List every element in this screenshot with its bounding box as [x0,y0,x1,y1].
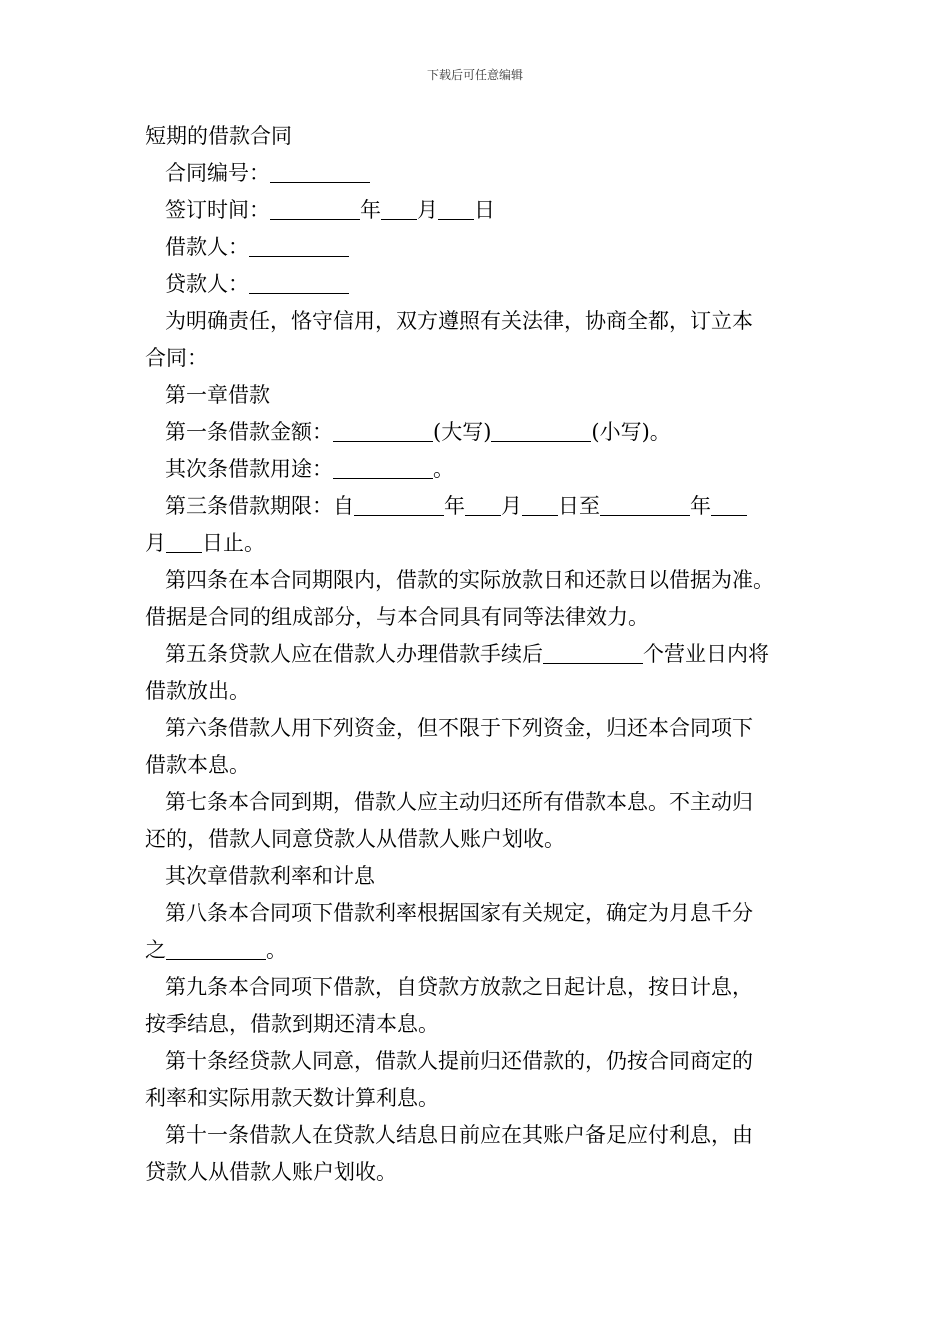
article-2-label: 其次条借款用途： [165,457,333,481]
article-3-label: 第三条借款期限：自 [165,494,354,518]
contract-number-blank [270,159,370,183]
business-days-blank [543,640,643,664]
lender-line [145,266,810,303]
contract-number-label: 合同编号： [165,161,270,185]
amount-lower-label: (小写)。 [591,420,671,444]
article-1-label: 第一条借款金额： [165,420,333,444]
article-4-line-2: 借据是合同的组成部分，与本合同具有同等法律效力。 [145,605,649,629]
article-5-suffix: 个营业日内将 [643,642,769,666]
article-11-line-1: 第十一条借款人在贷款人结息日前应在其账户备足应付利息，由 [165,1123,753,1147]
month-label: 月 [501,494,522,518]
article-10-line-2: 利率和实际用款天数计算利息。 [145,1086,439,1110]
sign-month-blank [381,196,417,220]
article-5-line-1 [145,636,810,673]
sign-time-label: 签订时间： [165,198,270,222]
amount-lower-blank [491,418,591,442]
article-3-line-2 [145,525,810,562]
article-11-line-2: 贷款人从借款人账户划收。 [145,1160,397,1184]
interest-rate-blank [166,936,266,960]
month-label: 月 [145,531,166,555]
article-8-prefix: 之 [145,938,166,962]
article-4-line-1: 第四条在本合同期限内，借款的实际放款日和还款日以借据为准。 [165,568,774,592]
chapter-2-heading: 其次章借款利率和计息 [165,864,375,888]
day-label: 日 [474,198,495,222]
year-label: 年 [360,198,381,222]
article-8-period: 。 [266,938,287,962]
article-2 [145,451,810,488]
year-label: 年 [444,494,465,518]
amount-upper-blank [333,418,433,442]
amount-upper-label: (大写) [433,420,492,444]
article-9-line-1: 第九条本合同项下借款，自贷款方放款之日起计息，按日计息， [165,975,753,999]
article-1 [145,414,810,451]
document-title: 短期的借款合同 [145,124,292,148]
lender-label: 贷款人： [165,272,249,296]
day-to-label: 日至 [558,494,600,518]
page-header: 下载后可任意编辑 [426,68,523,82]
article-9-line-2: 按季结息，借款到期还清本息。 [145,1012,439,1036]
end-month-blank [711,492,747,516]
sign-year-blank [270,196,360,220]
purpose-blank [333,455,433,479]
intro-line-1: 为明确责任，恪守信用，双方遵照有关法律，协商全都，订立本 [165,309,753,333]
borrower-blank [249,233,349,257]
borrower-label: 借款人： [165,235,249,259]
start-month-blank [465,492,501,516]
article-3-line-1 [145,488,810,525]
article-5-line-2: 借款放出。 [145,679,250,703]
start-day-blank [522,492,558,516]
contract-body [145,118,810,1191]
year-label: 年 [690,494,711,518]
end-day-label: 日止。 [202,531,265,555]
article-5-text: 第五条贷款人应在借款人办理借款手续后 [165,642,543,666]
contract-number-line [145,155,810,192]
borrower-line [145,229,810,266]
lender-blank [249,270,349,294]
end-year-blank [600,492,690,516]
article-6-line-1: 第六条借款人用下列资金，但不限于下列资金，归还本合同项下 [165,716,753,740]
article-7-line-2: 还的，借款人同意贷款人从借款人账户划收。 [145,827,565,851]
month-label: 月 [417,198,438,222]
end-day-blank [166,529,202,553]
article-8-line-1: 第八条本合同项下借款利率根据国家有关规定，确定为月息千分 [165,901,753,925]
chapter-1-heading: 第一章借款 [165,383,270,407]
sign-day-blank [438,196,474,220]
sign-time-line [145,192,810,229]
article-2-period: 。 [433,457,454,481]
article-7-line-1: 第七条本合同到期，借款人应主动归还所有借款本息。不主动归 [165,790,753,814]
start-year-blank [354,492,444,516]
article-6-line-2: 借款本息。 [145,753,250,777]
article-8-line-2 [145,932,810,969]
intro-line-2: 合同： [145,346,208,370]
article-10-line-1: 第十条经贷款人同意，借款人提前归还借款的，仍按合同商定的 [165,1049,753,1073]
